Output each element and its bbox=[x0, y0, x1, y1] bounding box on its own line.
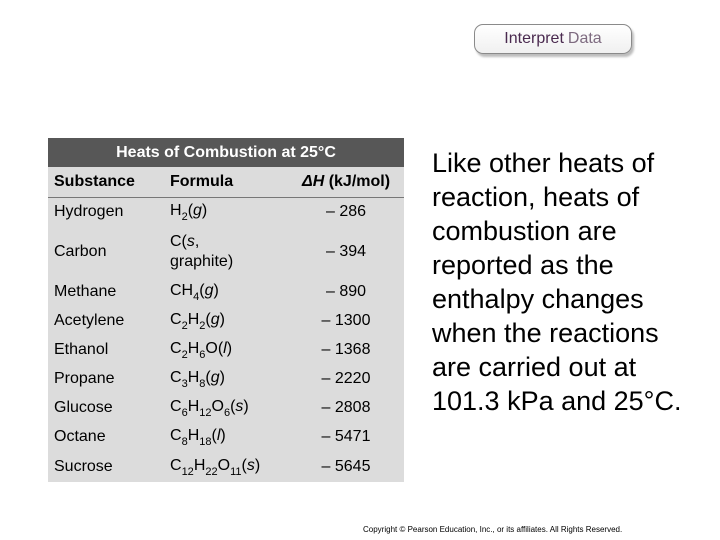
formula-subscript: 6 bbox=[199, 349, 206, 361]
formula-subscript: 2 bbox=[199, 320, 206, 332]
cell-substance: Hydrogen bbox=[54, 202, 124, 220]
formula-subscript: 12 bbox=[181, 466, 194, 478]
table-row bbox=[48, 393, 404, 422]
cell-substance: Acetylene bbox=[54, 311, 125, 329]
cell-substance: Propane bbox=[54, 369, 115, 387]
cell-substance: Carbon bbox=[54, 242, 107, 260]
cell-substance: Glucose bbox=[54, 398, 113, 416]
cell-formula bbox=[170, 277, 290, 306]
formula-part: (g) bbox=[205, 369, 225, 386]
formula-part: C bbox=[170, 369, 182, 386]
header-delta-h bbox=[292, 167, 400, 197]
cell-delta-h: – 1368 bbox=[321, 340, 371, 358]
formula-part: C bbox=[170, 340, 182, 357]
formula-subscript: 18 bbox=[199, 436, 212, 448]
cell-formula bbox=[170, 197, 290, 226]
cell-substance: Octane bbox=[54, 427, 106, 445]
cell-substance: Sucrose bbox=[54, 457, 113, 475]
formula-subscript: 2 bbox=[181, 349, 188, 361]
table-row bbox=[48, 306, 404, 335]
header-formula: Formula bbox=[170, 173, 234, 190]
cell-formula bbox=[170, 335, 290, 364]
cell-substance: Ethanol bbox=[54, 340, 109, 358]
formula-subscript: 6 bbox=[223, 407, 231, 419]
table-title: Heats of Combustion at 25°C bbox=[48, 138, 404, 167]
table-header-row bbox=[48, 167, 404, 198]
cell-delta-h: – 1300 bbox=[321, 311, 371, 329]
interpret-data-badge bbox=[474, 24, 632, 54]
formula-part: H bbox=[187, 340, 200, 357]
cell-formula bbox=[170, 422, 290, 451]
formula-part: O bbox=[217, 457, 231, 474]
table-row bbox=[48, 422, 404, 451]
cell-formula bbox=[170, 226, 290, 277]
formula-part: (l) bbox=[211, 427, 226, 444]
formula-part: H bbox=[187, 311, 200, 328]
cell-substance: Methane bbox=[54, 282, 117, 300]
cell-delta-h: – 5471 bbox=[321, 427, 371, 445]
formula-part: (s) bbox=[230, 398, 249, 415]
table-row bbox=[48, 364, 404, 393]
formula-subscript: 6 bbox=[181, 407, 188, 419]
formula-part: C bbox=[170, 311, 182, 328]
cell-formula bbox=[170, 364, 290, 393]
formula-subscript: 8 bbox=[199, 378, 206, 390]
cell-delta-h: – 5645 bbox=[321, 457, 371, 475]
cell-formula bbox=[170, 306, 290, 335]
formula-part: O bbox=[211, 398, 224, 415]
formula-subscript: 3 bbox=[181, 378, 188, 390]
formula-part: C bbox=[170, 457, 182, 474]
formula-subscript: 2 bbox=[181, 320, 188, 332]
header-delta-h-unit: (kJ/mol) bbox=[324, 173, 391, 190]
formula-subscript: 12 bbox=[199, 407, 212, 419]
explanation-text: Like other heats of reaction, heats of combustion are reported as the enthalpy changes when the reactions are carried out at 101.3 kPa and 25°C. bbox=[432, 148, 682, 416]
formula-part: (g) bbox=[187, 202, 208, 219]
cell-delta-h: – 286 bbox=[325, 202, 367, 220]
formula-part: C bbox=[170, 427, 182, 444]
formula-part: H bbox=[187, 369, 200, 386]
cell-delta-h: – 394 bbox=[325, 242, 367, 260]
formula-part: C bbox=[170, 398, 182, 415]
formula-part: (g) bbox=[205, 311, 225, 328]
formula-subscript: 22 bbox=[205, 466, 218, 478]
formula-subscript: 4 bbox=[193, 291, 200, 303]
formula-part: CH bbox=[170, 282, 194, 299]
table-row bbox=[48, 277, 404, 306]
formula-part: O(l) bbox=[205, 340, 233, 357]
formula-subscript: 8 bbox=[181, 436, 188, 448]
formula-part: H bbox=[193, 457, 206, 474]
cell-delta-h: – 2220 bbox=[321, 369, 371, 387]
badge-label-bold: Interpret bbox=[504, 30, 564, 47]
header-delta-h-symbol: ΔH bbox=[301, 173, 325, 190]
table-row bbox=[48, 197, 404, 226]
formula-part: (g) bbox=[199, 282, 219, 299]
formula-part: (s) bbox=[241, 457, 261, 474]
formula-part: H bbox=[170, 202, 182, 219]
table-row bbox=[48, 335, 404, 364]
formula-part: C(s, bbox=[170, 232, 200, 250]
cell-delta-h: – 2808 bbox=[321, 398, 371, 416]
formula-part: graphite) bbox=[170, 252, 234, 270]
header-substance: Substance bbox=[54, 173, 135, 190]
table-row bbox=[48, 451, 404, 482]
copyright-notice: Copyright © Pearson Education, Inc., or its affiliates. All Rights Reserved. bbox=[363, 525, 623, 534]
cell-formula bbox=[170, 451, 290, 482]
formula-part: H bbox=[187, 427, 200, 444]
heats-of-combustion-table bbox=[48, 138, 404, 482]
formula-subscript: 2 bbox=[181, 211, 188, 223]
formula-part: H bbox=[187, 398, 200, 415]
badge-label-light: Data bbox=[567, 30, 602, 47]
table-row bbox=[48, 226, 404, 277]
cell-formula bbox=[170, 393, 290, 422]
formula-subscript: 11 bbox=[230, 466, 242, 478]
cell-delta-h: – 890 bbox=[325, 282, 367, 300]
